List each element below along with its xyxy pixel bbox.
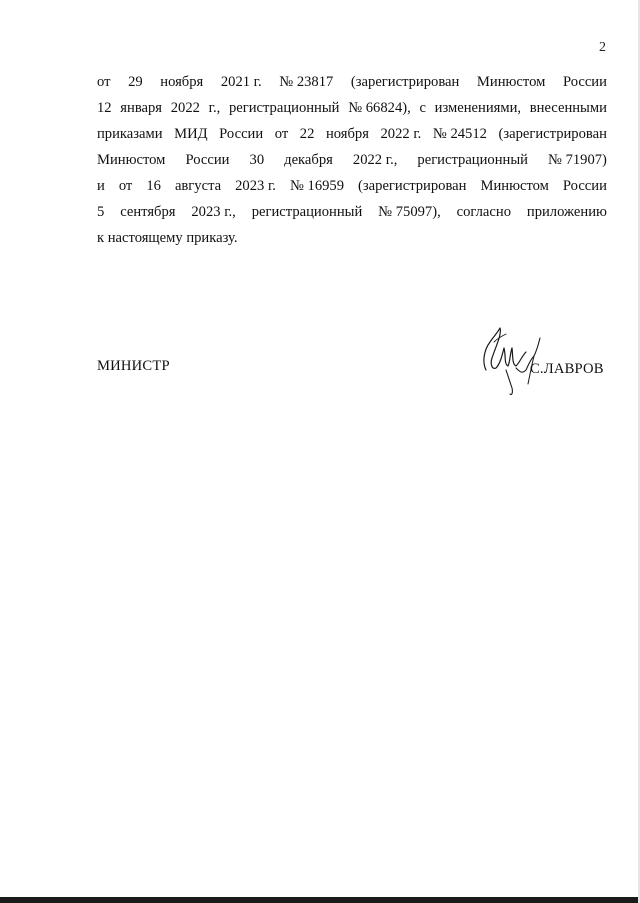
- body-line: [97, 204, 607, 221]
- word: регистрационный: [228, 100, 340, 116]
- word: и: [97, 178, 105, 194]
- word: 12: [97, 100, 112, 116]
- word: № 16959: [289, 178, 345, 194]
- word: августа: [174, 178, 222, 194]
- word: от: [274, 126, 289, 142]
- word: Минюстом: [97, 152, 166, 168]
- word: ноября: [160, 74, 204, 90]
- word: к настоящему приказу.: [97, 230, 238, 246]
- word: России: [185, 152, 230, 168]
- body-line: [97, 126, 607, 143]
- word: № 71907): [548, 152, 607, 168]
- word: приложению: [526, 204, 607, 220]
- body-line: [97, 100, 607, 117]
- word: (зарегистрирован: [498, 126, 607, 142]
- word: января: [120, 100, 163, 116]
- word: приказами: [97, 126, 163, 142]
- word: 2021 г.: [220, 74, 262, 90]
- word: согласно: [456, 204, 511, 220]
- body-line: [97, 230, 607, 247]
- word: сентября: [120, 204, 176, 220]
- word: 2022 г.,: [352, 152, 398, 168]
- word: № 66824),: [348, 100, 411, 116]
- word: 2023 г.,: [191, 204, 236, 220]
- body-line: [97, 74, 607, 91]
- word: России: [219, 126, 264, 142]
- word: 30: [249, 152, 265, 168]
- word: (зарегистрирован: [350, 74, 460, 90]
- word: изменениями,: [434, 100, 522, 116]
- word: № 24512: [432, 126, 487, 142]
- word: регистрационный: [417, 152, 528, 168]
- word: (зарегистрирован: [358, 178, 467, 194]
- signatory-name: С.ЛАВРОВ: [530, 361, 604, 377]
- word: 2023 г.: [235, 178, 276, 194]
- handwritten-signature: [472, 312, 552, 397]
- word: г.,: [208, 100, 221, 116]
- word: с: [419, 100, 426, 116]
- word: от: [97, 74, 111, 90]
- word: России: [562, 74, 607, 90]
- word: 22: [299, 126, 315, 142]
- scan-border: [0, 897, 640, 903]
- signatory-title: МИНИСТР: [97, 358, 170, 374]
- word: № 23817: [279, 74, 334, 90]
- word: 16: [146, 178, 161, 194]
- word: Минюстом: [476, 74, 546, 90]
- word: России: [562, 178, 607, 194]
- word: МИД: [174, 126, 208, 142]
- word: № 75097),: [378, 204, 441, 220]
- word: 2022: [170, 100, 200, 116]
- word: внесенными: [529, 100, 607, 116]
- word: 2022 г.: [380, 126, 422, 142]
- page-number: 2: [599, 40, 606, 55]
- word: регистрационный: [251, 204, 363, 220]
- word: 29: [128, 74, 143, 90]
- body-line: [97, 152, 607, 169]
- word: 5: [97, 204, 105, 220]
- word: Минюстом: [480, 178, 549, 194]
- word: ноября: [325, 126, 369, 142]
- word: от: [118, 178, 133, 194]
- body-line: [97, 178, 607, 195]
- word: декабря: [284, 152, 333, 168]
